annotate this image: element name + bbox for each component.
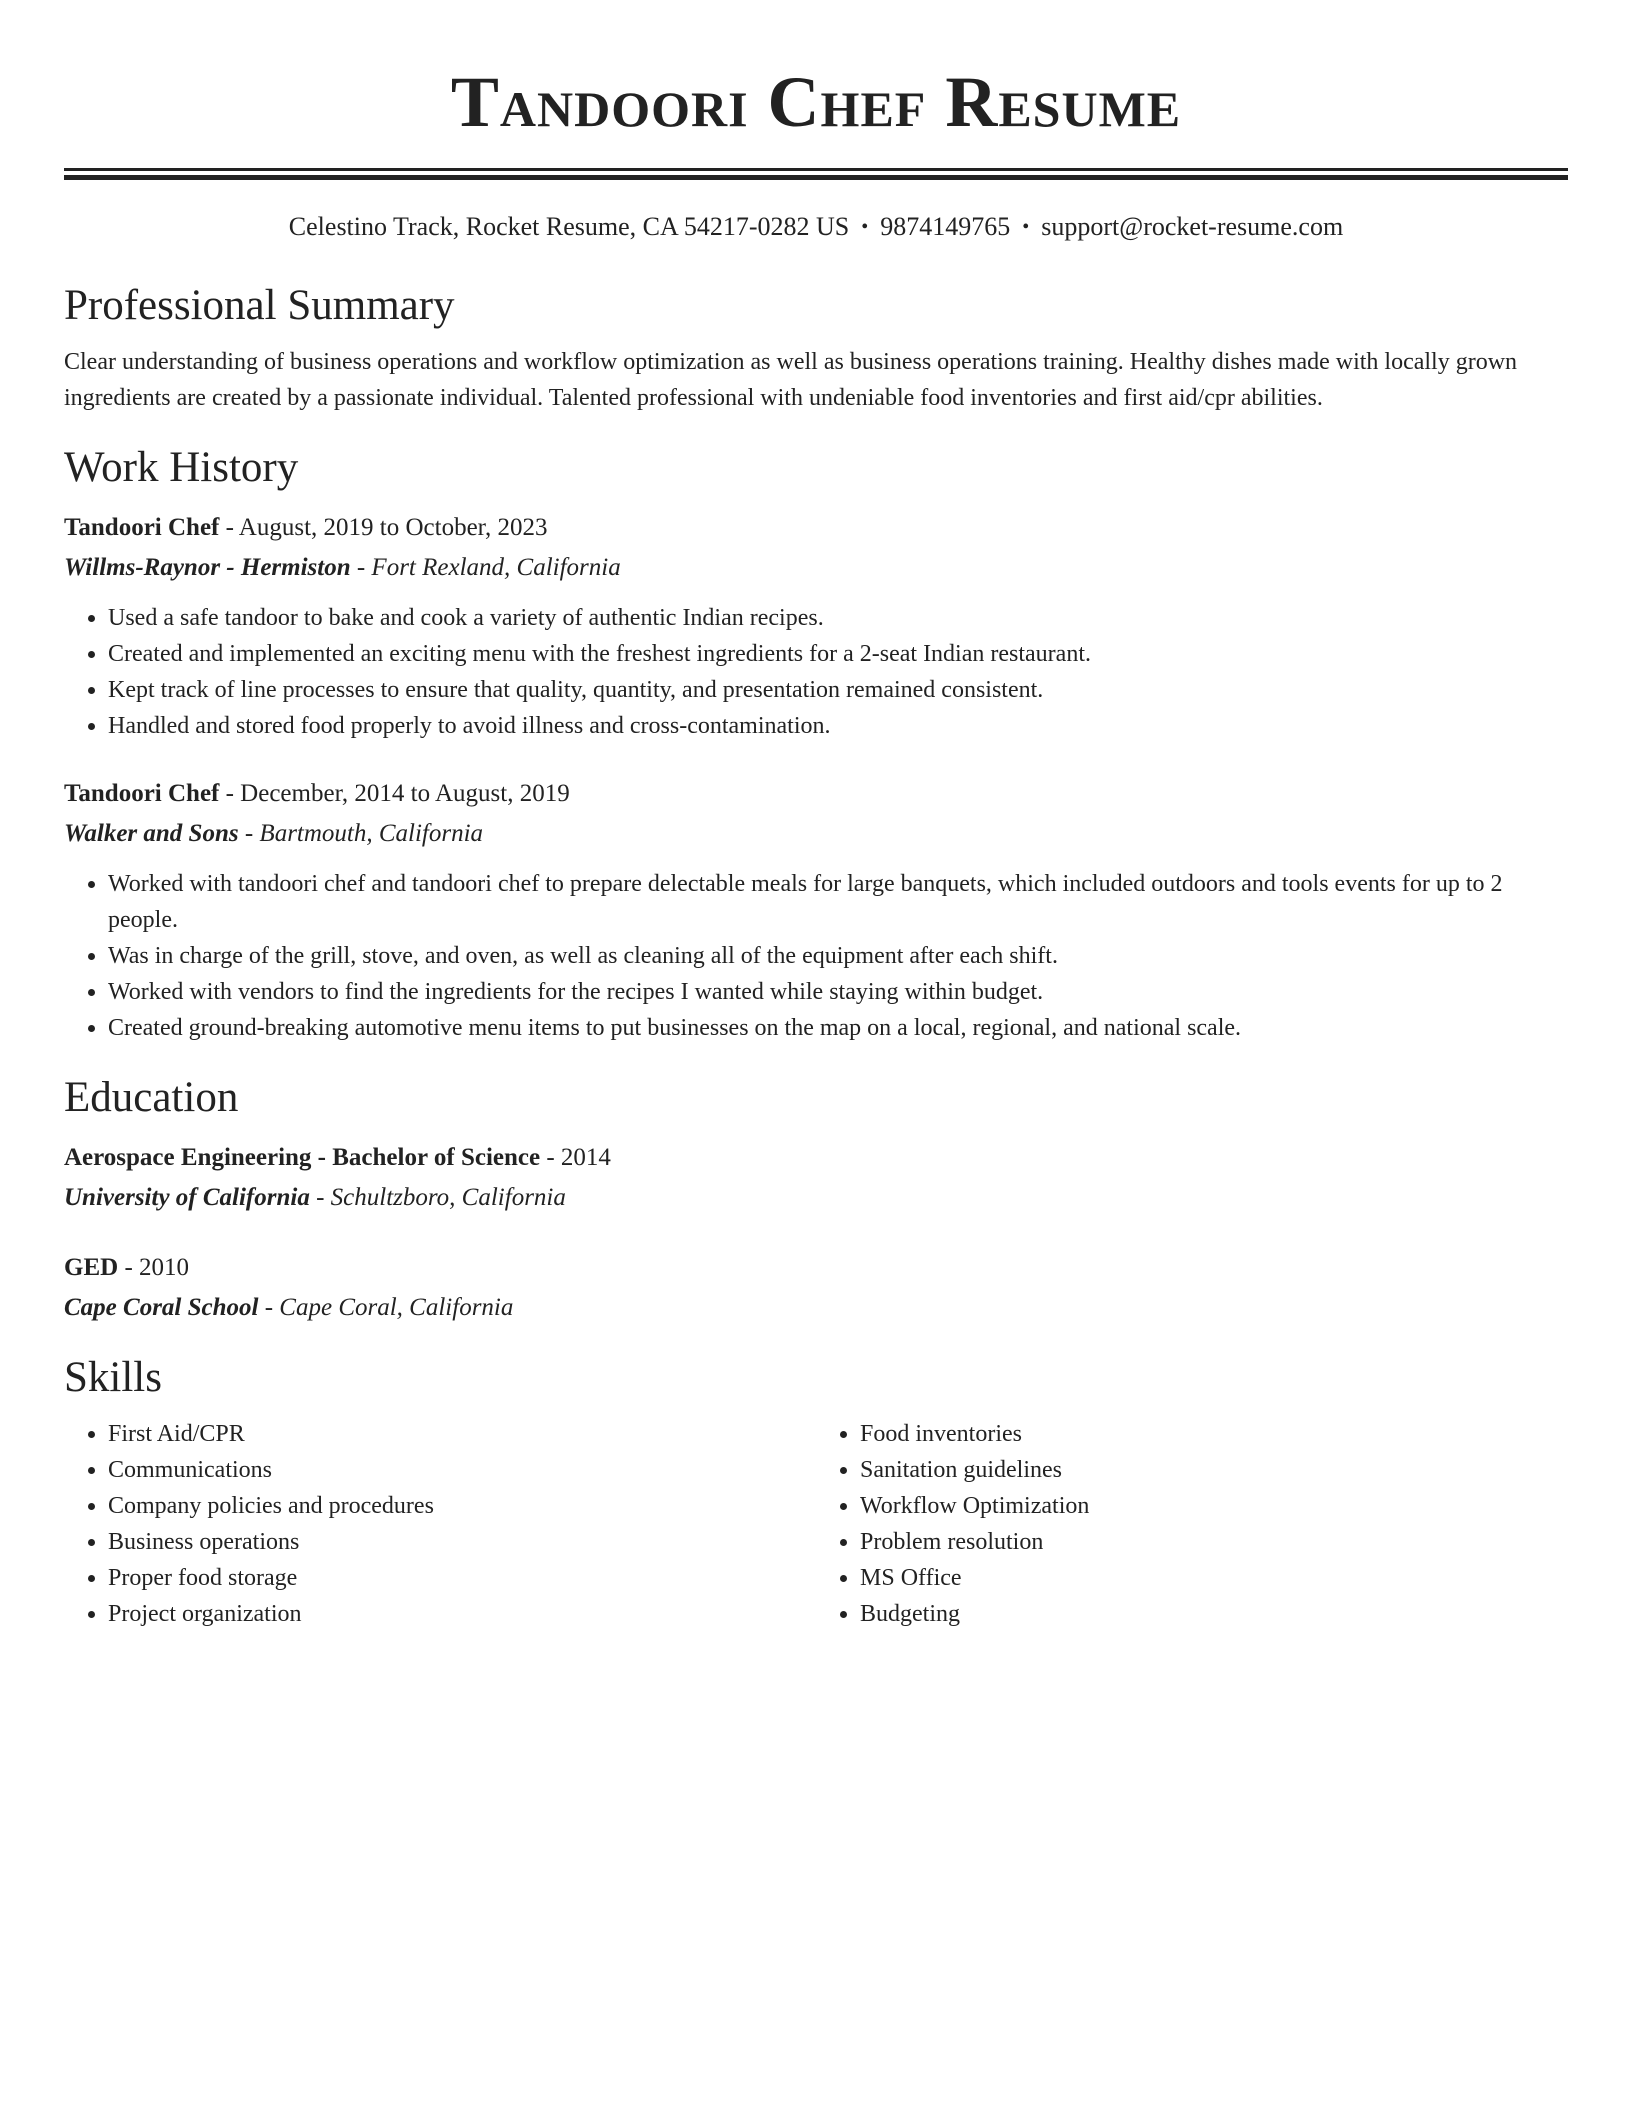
skills-grid [64, 1416, 1568, 1632]
degree-name: GED [64, 1254, 119, 1281]
education-entry [64, 1248, 1568, 1328]
skill-item: • Business operations [108, 1524, 816, 1560]
duty-item: • Created ground-breaking automotive menu items to put businesses on the map on a local, regional, and national scale. [108, 1010, 1568, 1046]
duty-item: • Kept track of line processes to ensure that quality, quantity, and presentation remained consistent. [108, 672, 1568, 708]
degree-name: Aerospace Engineering - Bachelor of Science [64, 1144, 541, 1171]
school-line [64, 1288, 1568, 1328]
duty-item: • Was in charge of the grill, stove, and oven, as well as cleaning all of the equipment after each shift. [108, 938, 1568, 974]
contact-address: Celestino Track, Rocket Resume, CA 54217-0282 US [288, 212, 850, 241]
job-location: - Bartmouth, California [238, 820, 484, 847]
school-location: - Cape Coral, California [258, 1294, 514, 1321]
skill-item: • Project organization [108, 1596, 816, 1632]
job-duties [64, 600, 1568, 744]
education-entry [64, 1138, 1568, 1218]
degree-year: - 2010 [118, 1254, 190, 1281]
job-dates: - August, 2019 to October, 2023 [219, 514, 548, 541]
contact-email: support@rocket-resume.com [1041, 212, 1344, 241]
school-name: Cape Coral School [64, 1294, 259, 1321]
job-employer [64, 548, 1568, 588]
job-company: Willms-Raynor - Hermiston [64, 554, 351, 581]
resume-title: Tandoori Chef Resume [450, 62, 1182, 142]
school-line [64, 1178, 1568, 1218]
contact-phone: 9874149765 [880, 212, 1011, 241]
duty-item: • Worked with tandoori chef and tandoori chef to prepare delectable meals for large banquets, which included outdoors and tools events for up to 2 people. [108, 866, 1568, 938]
duty-item: • Handled and stored food properly to avoid illness and cross-contamination. [108, 708, 1568, 744]
job-company: Walker and Sons [64, 820, 239, 847]
duty-item: • Used a safe tandoor to bake and cook a variety of authentic Indian recipes. [108, 600, 1568, 636]
job-location: - Fort Rexland, California [350, 554, 621, 581]
skill-item: • First Aid/CPR [108, 1416, 816, 1452]
duty-item: • Worked with vendors to find the ingredients for the recipes I wanted while staying within budget. [108, 974, 1568, 1010]
degree-header [64, 1248, 1568, 1288]
job-header [64, 774, 1568, 814]
skills-heading: Skills [64, 1354, 162, 1401]
work-entry [64, 774, 1568, 1046]
skill-item: • Proper food storage [108, 1560, 816, 1596]
skills-column-right [816, 1416, 1568, 1632]
duty-item: • Created and implemented an exciting menu with the freshest ingredients for a 2-seat Indian restaurant. [108, 636, 1568, 672]
skills-column-left [64, 1416, 816, 1632]
skill-item: • Communications [108, 1452, 816, 1488]
skill-item: • Budgeting [860, 1596, 1568, 1632]
skill-item: • Workflow Optimization [860, 1488, 1568, 1524]
contact-separator: • [1022, 216, 1030, 238]
job-header [64, 508, 1568, 548]
education-heading: Education [64, 1074, 239, 1121]
degree-year: - 2014 [540, 1144, 611, 1171]
skill-item: • Company policies and procedures [108, 1488, 816, 1524]
job-title: Tandoori Chef [64, 780, 220, 807]
degree-header [64, 1138, 1568, 1178]
summary-heading: Professional Summary [64, 282, 455, 329]
skill-item: • Food inventories [860, 1416, 1568, 1452]
skill-item: • MS Office [860, 1560, 1568, 1596]
contact-line [64, 210, 1568, 244]
title-divider [64, 168, 1568, 180]
work-history-heading: Work History [64, 444, 299, 491]
skill-item: • Sanitation guidelines [860, 1452, 1568, 1488]
job-employer [64, 814, 1568, 854]
school-name: University of California [64, 1184, 310, 1211]
work-entry [64, 508, 1568, 744]
contact-separator: • [861, 216, 869, 238]
summary-text: Clear understanding of business operations and workflow optimization as well as business operations training. Healthy dishes made with locally grown ingredients are created by a passionate individual. Talented professional with undeniable food inventories and first aid/cpr abilities. [64, 349, 1518, 411]
school-location: - Schultzboro, California [309, 1184, 566, 1211]
job-dates: - December, 2014 to August, 2019 [219, 780, 570, 807]
job-duties [64, 866, 1568, 1046]
skill-item: • Problem resolution [860, 1524, 1568, 1560]
job-title: Tandoori Chef [64, 514, 220, 541]
